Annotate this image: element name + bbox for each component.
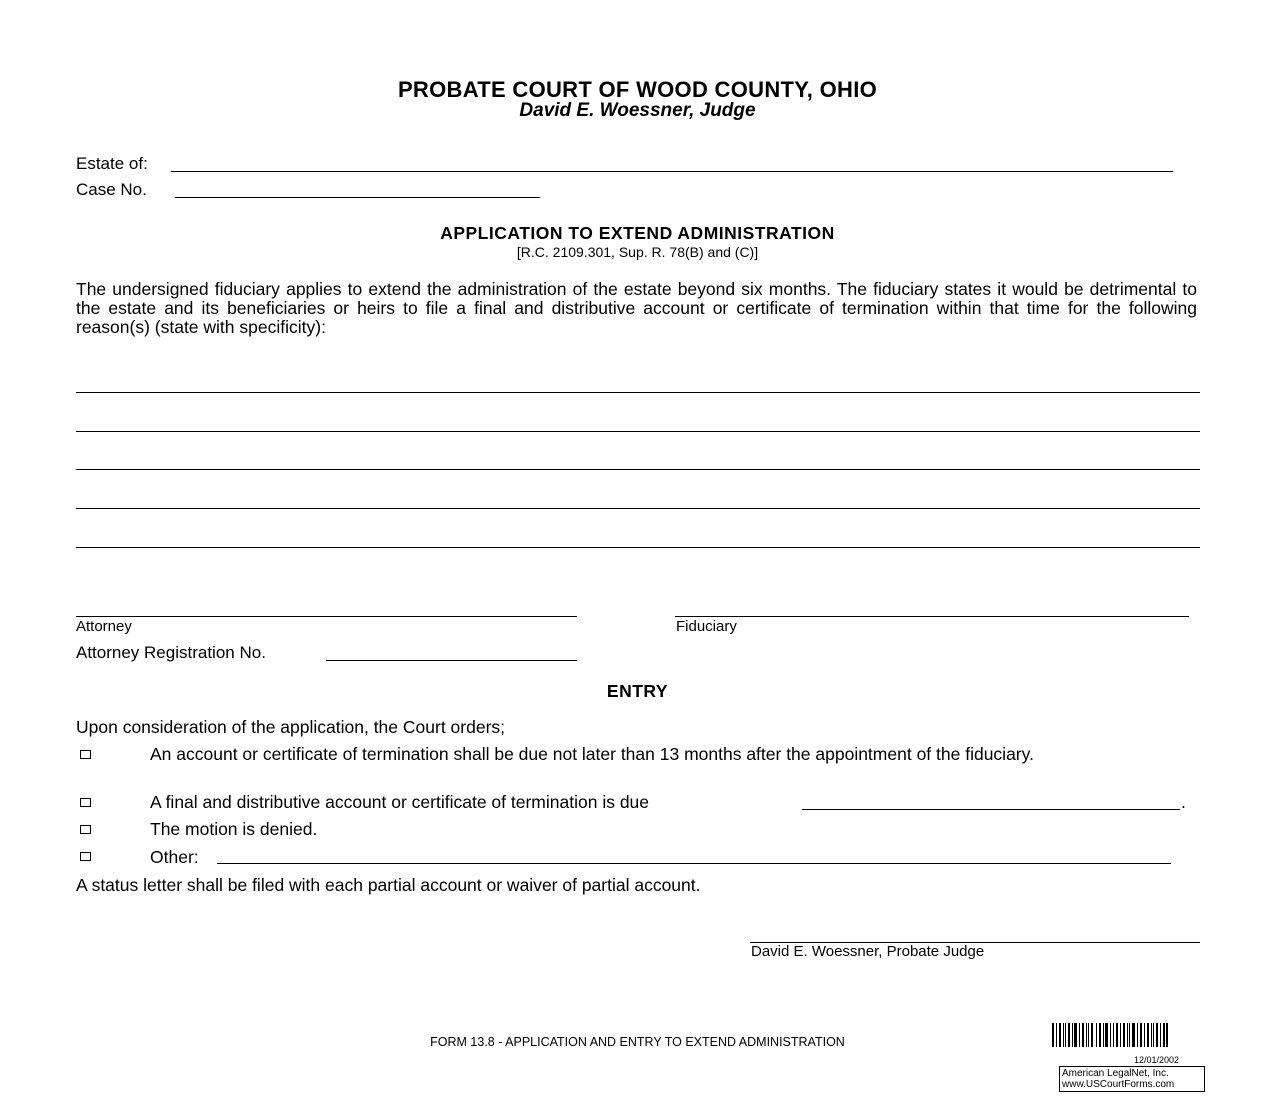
status-note: A status letter shall be filed with each partial account or waiver of partial account.	[76, 875, 701, 895]
court-title: PROBATE COURT OF WOOD COUNTY, OHIO	[397, 77, 878, 102]
publisher-box	[1059, 1066, 1205, 1092]
due-date-period: .	[1181, 792, 1186, 812]
entry-title: ENTRY	[606, 681, 669, 701]
application-statement: The undersigned fiduciary applies to extend the administration of the estate beyond six months. The fiduciary states it would be detrimental to the estate and its beneficiaries or heirs to file a final and distributive account or certificate of termination within that time for the following reason(s) (state with specificity):	[76, 279, 1197, 337]
fiduciary-signature-line[interactable]	[675, 616, 1189, 617]
option-2-row	[150, 792, 649, 813]
judge-name: David E. Woessner, Judge	[519, 100, 756, 121]
attorney-label: Attorney	[76, 618, 132, 635]
application-citation: [R.C. 2109.301, Sup. R. 78(B) and (C)]	[516, 244, 759, 260]
registration-label: Attorney Registration No.	[76, 643, 266, 662]
option-4-checkbox[interactable]	[80, 852, 91, 861]
reason-line-5[interactable]	[76, 547, 1200, 548]
other-input-line[interactable]	[217, 863, 1171, 864]
registration-input-line[interactable]	[326, 660, 577, 661]
option-3-checkbox[interactable]	[80, 825, 91, 834]
registration-row	[76, 643, 266, 663]
estate-field-row	[76, 154, 148, 174]
option-2-text: A final and distributive account or certificate of termination is due	[150, 792, 650, 812]
form-date: 12/01/2002	[1134, 1055, 1180, 1065]
estate-input-line[interactable]	[171, 171, 1173, 172]
form-identifier: FORM 13.8 - APPLICATION AND ENTRY TO EXTEND ADMINISTRATION	[430, 1035, 845, 1049]
publisher-name: American LegalNet, Inc.	[1062, 1068, 1169, 1079]
option-1-text: An account or certificate of termination shall be due not later than 13 months after the appointment of the fiduciary.	[150, 744, 1034, 764]
publisher-website[interactable]: www.USCourtForms.com	[1062, 1079, 1175, 1090]
estate-label: Estate of:	[76, 154, 148, 173]
option-2-checkbox[interactable]	[80, 798, 91, 807]
case-number-input-line[interactable]	[175, 197, 540, 198]
reason-line-1[interactable]	[76, 392, 1200, 393]
due-date-input-line[interactable]	[802, 809, 1180, 810]
judge-signature-label: David E. Woessner, Probate Judge	[751, 943, 985, 960]
barcode-icon	[1052, 1023, 1168, 1047]
entry-intro: Upon consideration of the application, the Court orders;	[76, 717, 506, 737]
option-4-text: Other:	[150, 847, 199, 867]
reason-line-3[interactable]	[76, 469, 1200, 470]
option-1-checkbox[interactable]	[80, 750, 91, 759]
fiduciary-label: Fiduciary	[676, 618, 737, 635]
case-number-label: Case No.	[76, 180, 147, 199]
reason-line-2[interactable]	[76, 431, 1200, 432]
attorney-signature-line[interactable]	[76, 616, 577, 617]
reason-line-4[interactable]	[76, 508, 1200, 509]
option-3-text: The motion is denied.	[150, 819, 318, 839]
application-title: APPLICATION TO EXTEND ADMINISTRATION	[440, 223, 835, 243]
case-field-row	[76, 180, 147, 200]
